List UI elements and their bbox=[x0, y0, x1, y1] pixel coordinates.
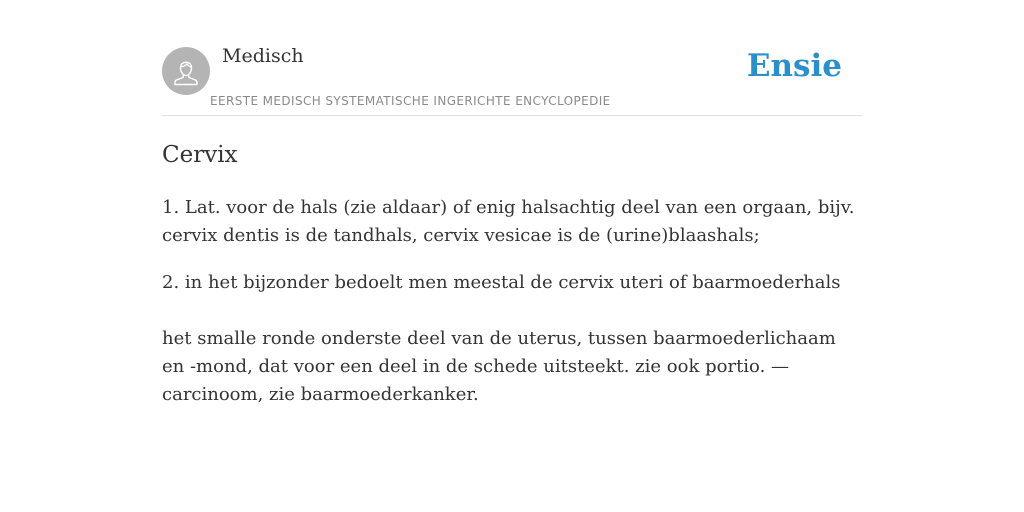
source-name[interactable]: Medisch bbox=[222, 45, 304, 67]
source-subtitle: EERSTE MEDISCH SYSTEMATISCHE INGERICHTE ENCYCLOPEDIE bbox=[210, 94, 611, 108]
source-avatar[interactable] bbox=[162, 47, 210, 95]
article-title: Cervix bbox=[162, 142, 238, 168]
article bbox=[162, 138, 862, 409]
user-outline-icon bbox=[162, 47, 210, 95]
source-header bbox=[162, 0, 862, 116]
ensie-logo[interactable]: Ensie bbox=[746, 48, 842, 84]
definition-paragraph-2: 2. in het bijzonder bedoelt men meestal de cervix uteri of baarmoederhals bbox=[162, 272, 841, 293]
definition-paragraph-1: 1. Lat. voor de hals (zie aldaar) of enig halsachtig deel van een orgaan, bijv. cervix dentis is de tandhals, cervix vesicae is de (urine)blaashals; bbox=[162, 197, 855, 246]
definition-paragraph-3: het smalle ronde onderste deel van de uterus, tussen baarmoederlichaam en -mond, dat voor een deel in de schede uitsteekt. zie ook portio. —carcinoom, zie baarmoederkanker. bbox=[162, 328, 836, 405]
